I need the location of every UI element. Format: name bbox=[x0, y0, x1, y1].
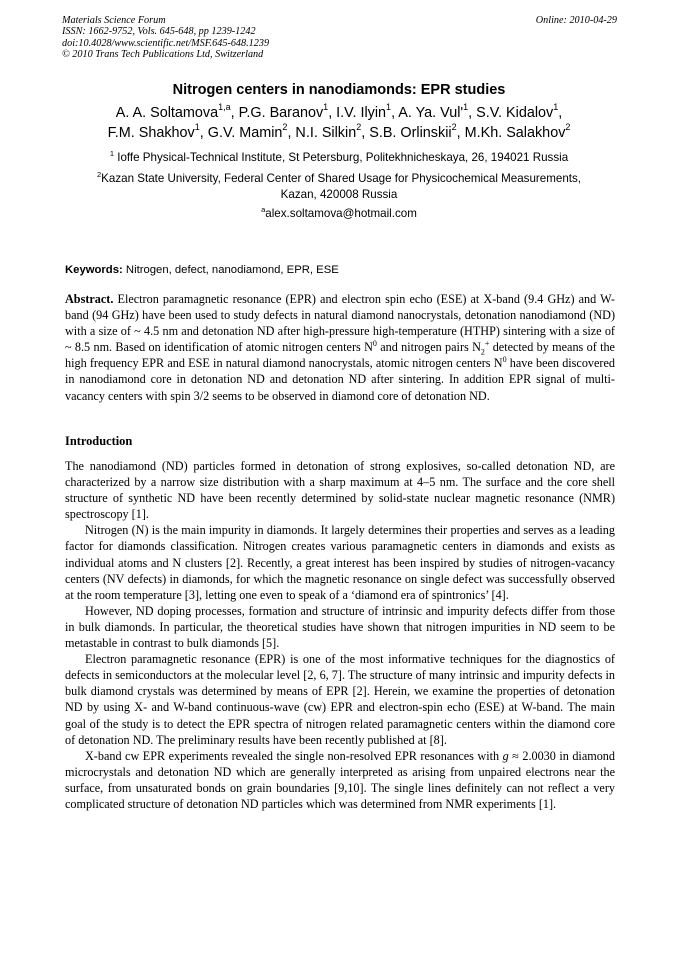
keywords bbox=[65, 264, 620, 276]
paragraph bbox=[65, 748, 615, 812]
paragraph: Electron paramagnetic resonance (EPR) is one of the most informative techniques for the diagnostics of defects in semiconductors at the molecular level [2, 6, 7]. The structure of many intrinsic and impurity defects in bulk diamond crystals was determined by means of EPR [2]. Herein, we examine the properties of detonation ND by using X- and W-band continuous-wave (cw) EPR and electron-spin echo (ESE) at W-band. The main goal of the study is to detect the EPR spectra of nitrogen related paramagnetic centers within the diamond core of detonation ND. The preliminary results have been recently published at [8]. bbox=[65, 652, 615, 747]
abstract-text: and nitrogen pairs N bbox=[376, 340, 481, 355]
author-name: F.M. Shakhov bbox=[107, 125, 195, 141]
abstract-text: have been discovered in nanodiamond core in detonation ND and detonation ND after sintering. In addition EPR signal of multi-vacancy centers with spin 3/2 seems to be observed in diamond core of detonation ND. bbox=[65, 356, 615, 403]
abstract bbox=[65, 291, 615, 404]
author-affiliation-mark: 1 bbox=[386, 102, 392, 113]
author-name: , M.Kh. Salakhov bbox=[456, 125, 566, 141]
author-name: , G.V. Mamin bbox=[199, 125, 283, 141]
paragraph: However, ND doping processes, formation and structure of intrinsic and impurity defects differ from those in bulk diamonds. In particular, the theoretical studies have shown that nitrogen impurities in ND seem to be metastable in contrast to bulk diamonds [5]. bbox=[65, 603, 615, 651]
author-affiliation-mark: 2 bbox=[565, 122, 571, 133]
superscript: + bbox=[484, 339, 490, 349]
author-list bbox=[40, 103, 638, 143]
keywords-label: Keywords: bbox=[65, 264, 123, 276]
affiliation-mark: 1 bbox=[109, 149, 115, 159]
paper-title: Nitrogen centers in nanodiamonds: EPR studies bbox=[172, 82, 506, 98]
doi-line: doi:10.4028/www.scientific.net/MSF.645-648.1239 bbox=[62, 37, 270, 49]
author-affiliation-mark: 2 bbox=[282, 122, 288, 133]
author-affiliation-mark: 1 bbox=[194, 122, 200, 133]
author-affiliation-mark: 1,a bbox=[218, 102, 231, 113]
abstract-text: detected by means of the high frequency EPR and ESE in natural diamond nanocrystals, atomic nitrogen centers N bbox=[65, 340, 615, 371]
online-date: Online: 2010-04-29 bbox=[535, 15, 617, 26]
introduction-body bbox=[65, 458, 615, 812]
copyright-line: © 2010 Trans Tech Publications Ltd, Switzerland bbox=[62, 48, 264, 60]
section-heading-introduction: Introduction bbox=[65, 434, 133, 448]
paragraph: Nitrogen (N) is the main impurity in diamonds. It largely determines their properties and serves as a leading factor for diamonds classification. Nitrogen creates various paramagnetic centers in diamonds and exists as individual atoms and N clusters [2]. Recently, a great interest has been inspired by studies of nitrogen-vacancy centers (NV defects) in diamonds, for which the magnetic resonance on single defect was successfully observed at the room temperature [3], letting one even to speak of a ‘diamond era of spintronics’ [4]. bbox=[65, 523, 615, 602]
paragraph: The nanodiamond (ND) particles formed in detonation of strong explosives, so-called detonation ND, are characterized by a narrow size distribution with a sharp maximum at 4–5 nm. The surface and the core shell structure of synthetic ND have been recently determined by solid-state nuclear magnetic resonance (NMR) spectroscopy [1]. bbox=[65, 459, 615, 522]
email-address[interactable]: alex.soltamova@hotmail.com bbox=[265, 207, 417, 220]
author-affiliation-mark: 2 bbox=[356, 122, 362, 133]
subscript: 2 bbox=[480, 347, 485, 357]
journal-name: Materials Science Forum bbox=[62, 15, 166, 26]
abstract-text: Electron paramagnetic resonance (EPR) and electron spin echo (ESE) at X-band (9.4 GHz) and W-band (94 GHz) have been used to study defects in natural diamond nanocrystals, detonation nanodiamond (ND) with a size of ~ 4.5 nm and detonation ND after high-pressure high-temperature (HTHP) sintering with a size of ~ 8.5 nm. Based on identification of atomic nitrogen centers N bbox=[65, 292, 615, 355]
superscript: 0 bbox=[502, 355, 507, 365]
affiliation-text: Kazan, 420008 Russia bbox=[280, 188, 398, 201]
affiliation-2 bbox=[60, 171, 618, 203]
email-mark: a bbox=[261, 205, 266, 215]
author-affiliation-mark: 1 bbox=[463, 102, 469, 113]
affiliation-mark: 2 bbox=[96, 170, 102, 180]
issn-line: ISSN: 1662-9752, Vols. 645-648, pp 1239-1242 bbox=[62, 26, 256, 38]
keywords-text: Nitrogen, defect, nanodiamond, EPR, ESE bbox=[122, 264, 339, 276]
author-email bbox=[60, 206, 618, 222]
journal-header bbox=[62, 15, 617, 60]
author-separator: , bbox=[558, 105, 563, 121]
author-name: , S.B. Orlinskii bbox=[361, 125, 452, 141]
author-affiliation-mark: 1 bbox=[553, 102, 559, 113]
affiliation-text: Ioffe Physical-Technical Institute, St Petersburg, Politekhnicheskaya, 26, 194021 Russia bbox=[114, 151, 569, 164]
affiliation-text: Kazan State University, Federal Center of Shared Usage for Physicochemical Measurements, bbox=[101, 172, 582, 185]
g-factor-symbol: g bbox=[502, 748, 509, 763]
abstract-label: Abstract. bbox=[65, 292, 114, 306]
author-name: , A. Ya. Vul' bbox=[391, 105, 464, 121]
author-name: , N.I. Silkin bbox=[287, 125, 357, 141]
author-name: , S.V. Kidalov bbox=[468, 105, 554, 121]
author-affiliation-mark: 1 bbox=[323, 102, 329, 113]
paragraph-text: X-band cw EPR experiments revealed the single non-resolved EPR resonances with bbox=[85, 748, 503, 763]
affiliation-1 bbox=[60, 150, 618, 166]
author-affiliation-mark: 2 bbox=[451, 122, 457, 133]
author-name: , P.G. Baranov bbox=[230, 105, 324, 121]
paragraph-text: ≈ 2.0030 in diamond microcrystals and detonation ND which are generally interpreted as arising from unpaired electrons near the surface, from unsaturated bonds on grain boundaries [9,10]. The single lines definitely can not reflect a very complicated structure of detonation ND particles which was determined from NMR experiments [1]. bbox=[65, 748, 615, 811]
author-name: A. A. Soltamova bbox=[115, 105, 219, 121]
superscript: 0 bbox=[372, 339, 377, 349]
author-name: , I.V. Ilyin bbox=[328, 105, 387, 121]
